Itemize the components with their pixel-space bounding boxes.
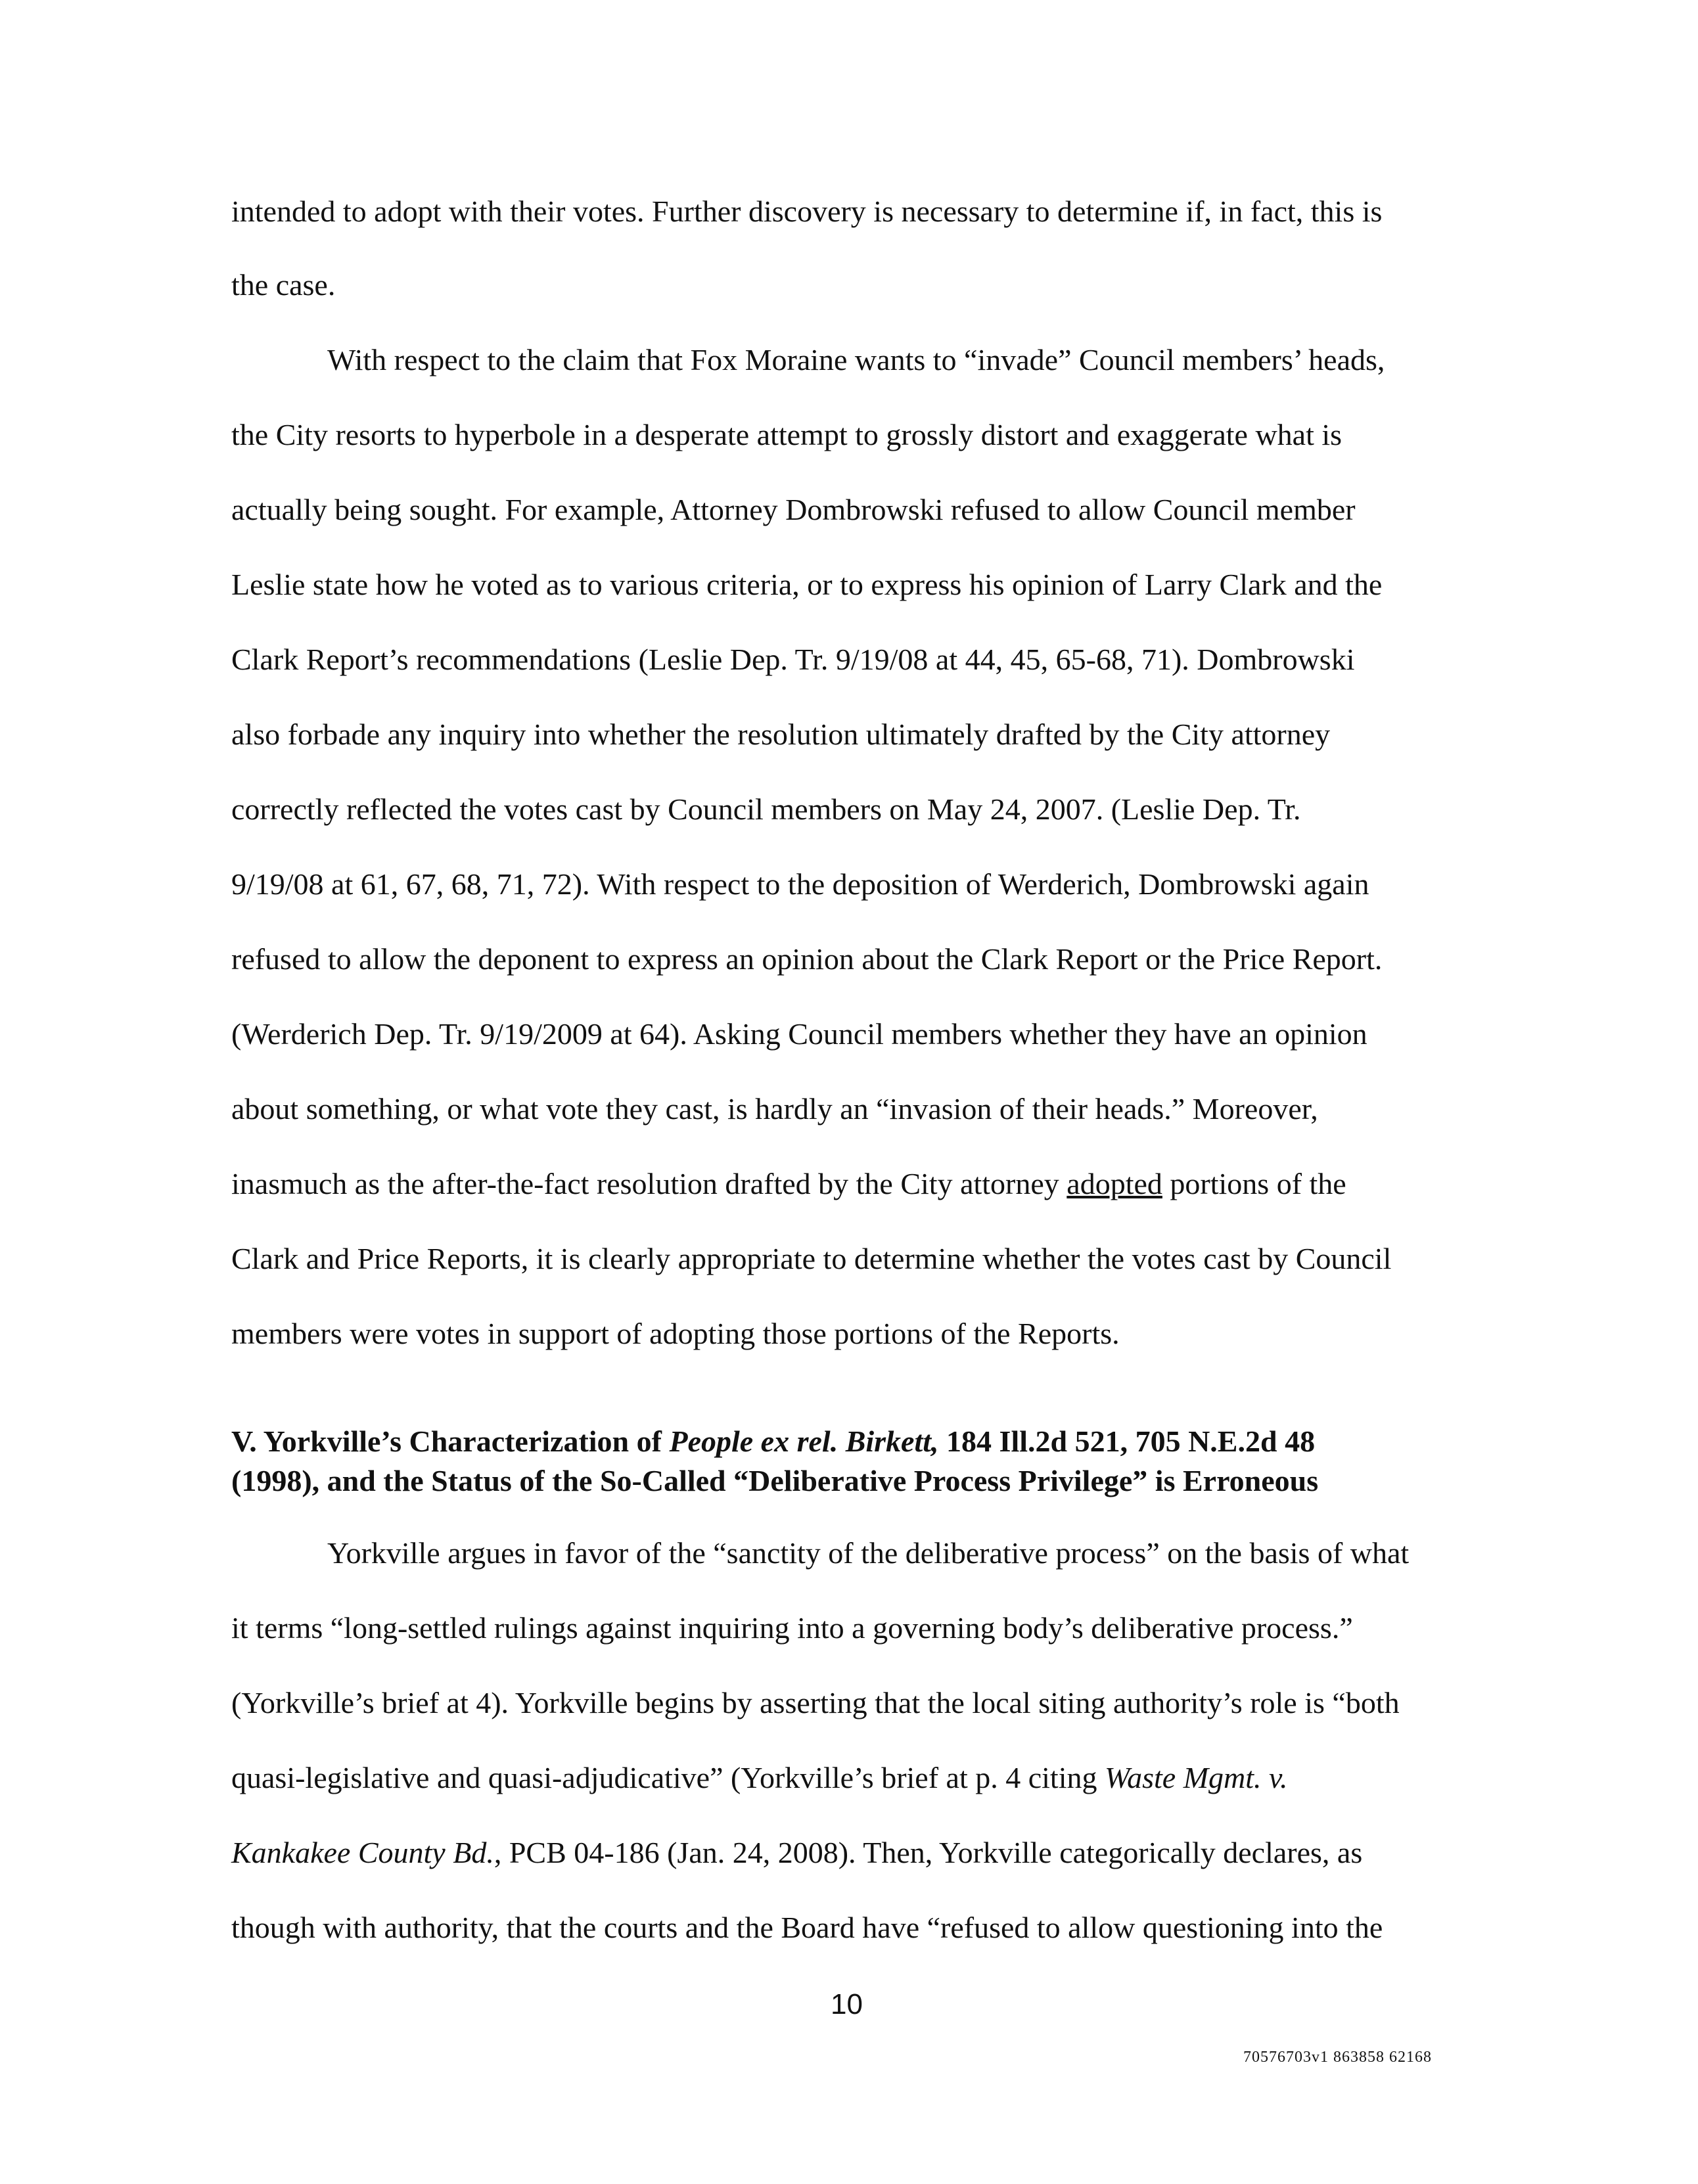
body-text-line: (Yorkville’s brief at 4). Yorkville begins by asserting that the local siting authority’s role is “both bbox=[231, 1686, 1400, 1719]
text-segment: , PCB 04-186 (Jan. 24, 2008). Then, Yorkville categorically declares, as bbox=[493, 1836, 1363, 1869]
body-text-line: Leslie state how he voted as to various criteria, or to express his opinion of Larry Clark and the bbox=[231, 568, 1383, 601]
body-text-line: the case. bbox=[231, 268, 336, 302]
body-text-line: actually being sought. For example, Attorney Dombrowski refused to allow Council member bbox=[231, 493, 1356, 526]
body-text-line: Yorkville argues in favor of the “sanctity of the deliberative process” on the basis of what bbox=[327, 1536, 1410, 1570]
body-text-line: correctly reflected the votes cast by Council members on May 24, 2007. (Leslie Dep. Tr. bbox=[231, 792, 1301, 826]
body-text-line: members were votes in support of adopting those portions of the Reports. bbox=[231, 1317, 1120, 1350]
case-citation: Kankakee County Bd. bbox=[231, 1836, 494, 1869]
body-text-line: Clark Report’s recommendations (Leslie Dep. Tr. 9/19/08 at 44, 45, 65-68, 71). Dombrowski bbox=[231, 643, 1355, 676]
case-citation: Waste Mgmt. v. bbox=[1105, 1761, 1288, 1794]
body-text-line: 9/19/08 at 61, 67, 68, 71, 72). With respect to the deposition of Werderich, Dombrowski again bbox=[231, 867, 1369, 901]
body-text-line: refused to allow the deponent to express an opinion about the Clark Report or the Price Report. bbox=[231, 942, 1383, 976]
body-text-line: intended to adopt with their votes. Further discovery is necessary to determine if, in fact, this is bbox=[231, 194, 1383, 228]
text-segment: quasi-legislative and quasi-adjudicative” (Yorkville’s brief at p. 4 citing bbox=[231, 1761, 1105, 1794]
body-text-line: it terms “long-settled rulings against inquiring into a governing body’s deliberative process.” bbox=[231, 1611, 1353, 1645]
body-text-line: (Werderich Dep. Tr. 9/19/2009 at 64). Asking Council members whether they have an opinion bbox=[231, 1017, 1367, 1051]
body-text-line bbox=[231, 1166, 1346, 1202]
body-text-line: Clark and Price Reports, it is clearly appropriate to determine whether the votes cast by Council bbox=[231, 1242, 1392, 1275]
section-heading bbox=[231, 1423, 1315, 1460]
section-heading: (1998), and the Status of the So-Called “Deliberative Process Privilege” is Erroneous bbox=[231, 1464, 1319, 1497]
text-segment: inasmuch as the after-the-fact resolution drafted by the City attorney bbox=[231, 1167, 1067, 1200]
case-name: People ex rel. Birkett, bbox=[669, 1424, 939, 1458]
body-text-line: the City resorts to hyperbole in a desperate attempt to grossly distort and exaggerate what is bbox=[231, 418, 1342, 451]
body-text-line: also forbade any inquiry into whether the resolution ultimately drafted by the City attorney bbox=[231, 717, 1331, 751]
document-id: 70576703v1 863858 62168 bbox=[1243, 2049, 1432, 2066]
body-text-line: about something, or what vote they cast, is hardly an “invasion of their heads.” Moreover, bbox=[231, 1092, 1318, 1126]
body-text-line bbox=[231, 1834, 1362, 1871]
underlined-term: adopted bbox=[1067, 1167, 1162, 1200]
page-number: 10 bbox=[831, 1988, 863, 2020]
text-segment: portions of the bbox=[1162, 1167, 1346, 1200]
heading-text: V. Yorkville’s Characterization of bbox=[231, 1424, 670, 1458]
body-text-line bbox=[231, 1760, 1288, 1796]
body-text-line: With respect to the claim that Fox Moraine wants to “invade” Council members’ heads, bbox=[327, 343, 1385, 376]
heading-text: 184 Ill.2d 521, 705 N.E.2d 48 bbox=[938, 1424, 1316, 1458]
body-text-line: though with authority, that the courts and the Board have “refused to allow questioning into the bbox=[231, 1911, 1383, 1944]
